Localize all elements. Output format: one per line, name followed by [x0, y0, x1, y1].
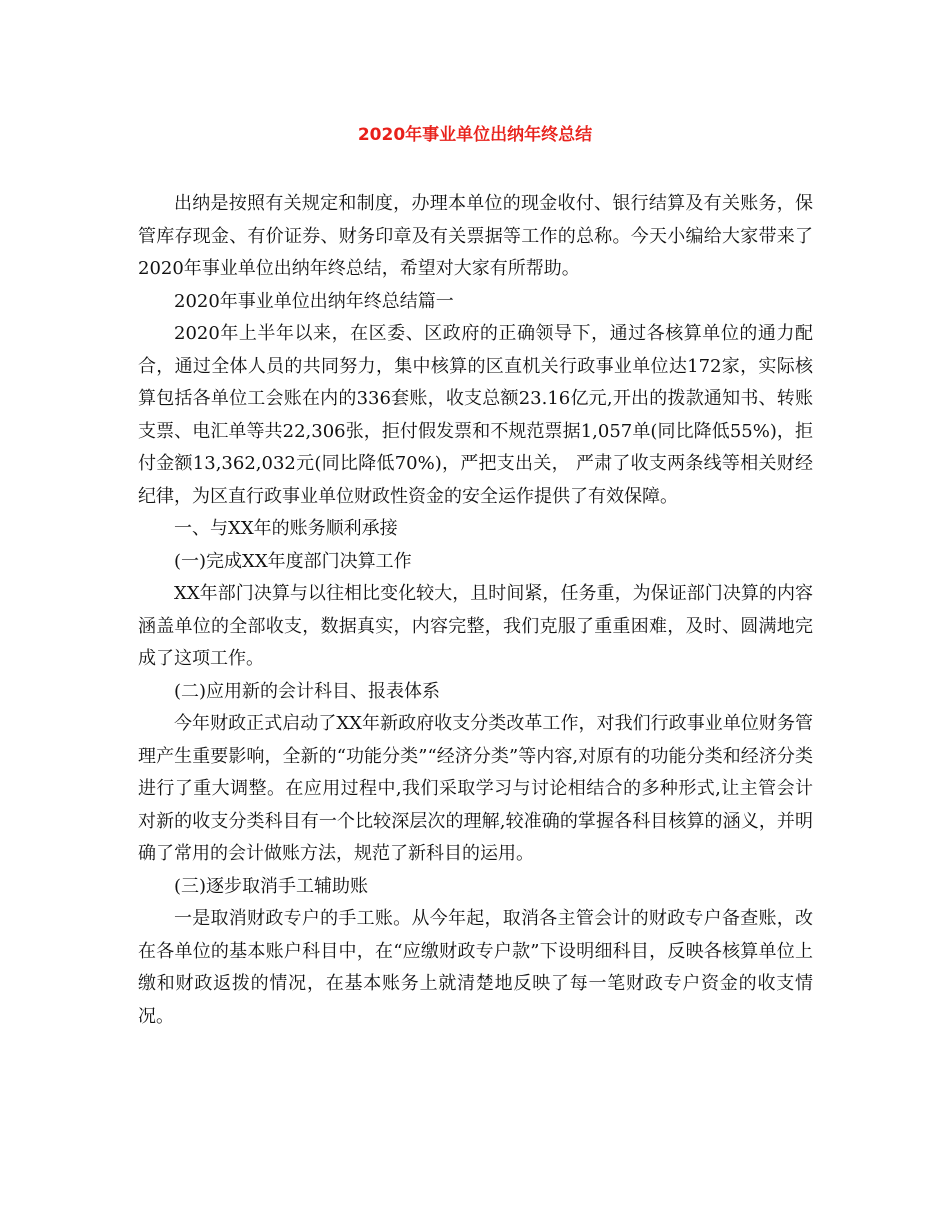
paragraph-intro: 出纳是按照有关规定和制度，办理本单位的现金收付、银行结算及有关账务，保管库存现金、有价证券、财务印章及有关票据等工作的总称。今天小编给大家带来了2020年事业单位出纳年终总结，希望对大家有所帮助。 [138, 193, 813, 279]
paragraph-manual-ledger: 一是取消财政专户的手工账。从今年起，取消各主管会计的财政专户备查账，改在各单位的基本账户科目中，在“应缴财政专户款”下设明细科目，反映各核算单位上缴和财政返拨的情况，在基本账务上就清楚地反映了每一笔财政专户资金的收支情况。 [138, 908, 813, 1027]
section-heading-1: 一、与XX年的账务顺利承接 [174, 518, 398, 539]
document-title: 2020年事业单位出纳年终总结 [357, 125, 593, 145]
subsection-heading-1-2: (二)应用新的会计科目、报表体系 [174, 680, 441, 702]
paragraph-overview: 2020年上半年以来，在区委、区政府的正确领导下，通过各核算单位的通力配合，通过全体人员的共同努力，集中核算的区直机关行政事业单位达172家，实际核算包括各单位工会账在内的336套账，收支总额23.16亿元,开出的拨款通知书、转账支票、电汇单等共22,306张，拒付假发票和不规范票据1,057单(同比降低55%)，拒付金额13,362,032元(同比降低70%)，严把支出关， 严肃了收支两条线等相关财经纪律，为区直行政事业单位财政性资金的安全运作提供了有效保障。 [138, 323, 813, 507]
document-body [138, 188, 813, 1033]
subsection-heading-1-1: (一)完成XX年度部门决算工作 [174, 550, 412, 572]
subsection-heading-1-3: (三)逐步取消手工辅助账 [174, 875, 369, 897]
section-heading-part-one: 2020年事业单位出纳年终总结篇一 [174, 290, 454, 312]
paragraph-final-accounts: XX年部门决算与以往相比变化较大，且时间紧，任务重，为保证部门决算的内容涵盖单位的全部收支，数据真实，内容完整，我们克服了重重困难，及时、圆满地完成了这项工作。 [138, 583, 813, 669]
paragraph-new-accounts: 今年财政正式启动了XX年新政府收支分类改革工作，对我们行政事业单位财务管理产生重要影响，全新的“功能分类”“经济分类”等内容,对原有的功能分类和经济分类进行了重大调整。在应用过程中,我们采取学习与讨论相结合的多种形式,让主管会计对新的收支分类科目有一个比较深层次的理解,较准确的掌握各科目核算的涵义，并明确了常用的会计做账方法，规范了新科目的运用。 [138, 713, 813, 864]
